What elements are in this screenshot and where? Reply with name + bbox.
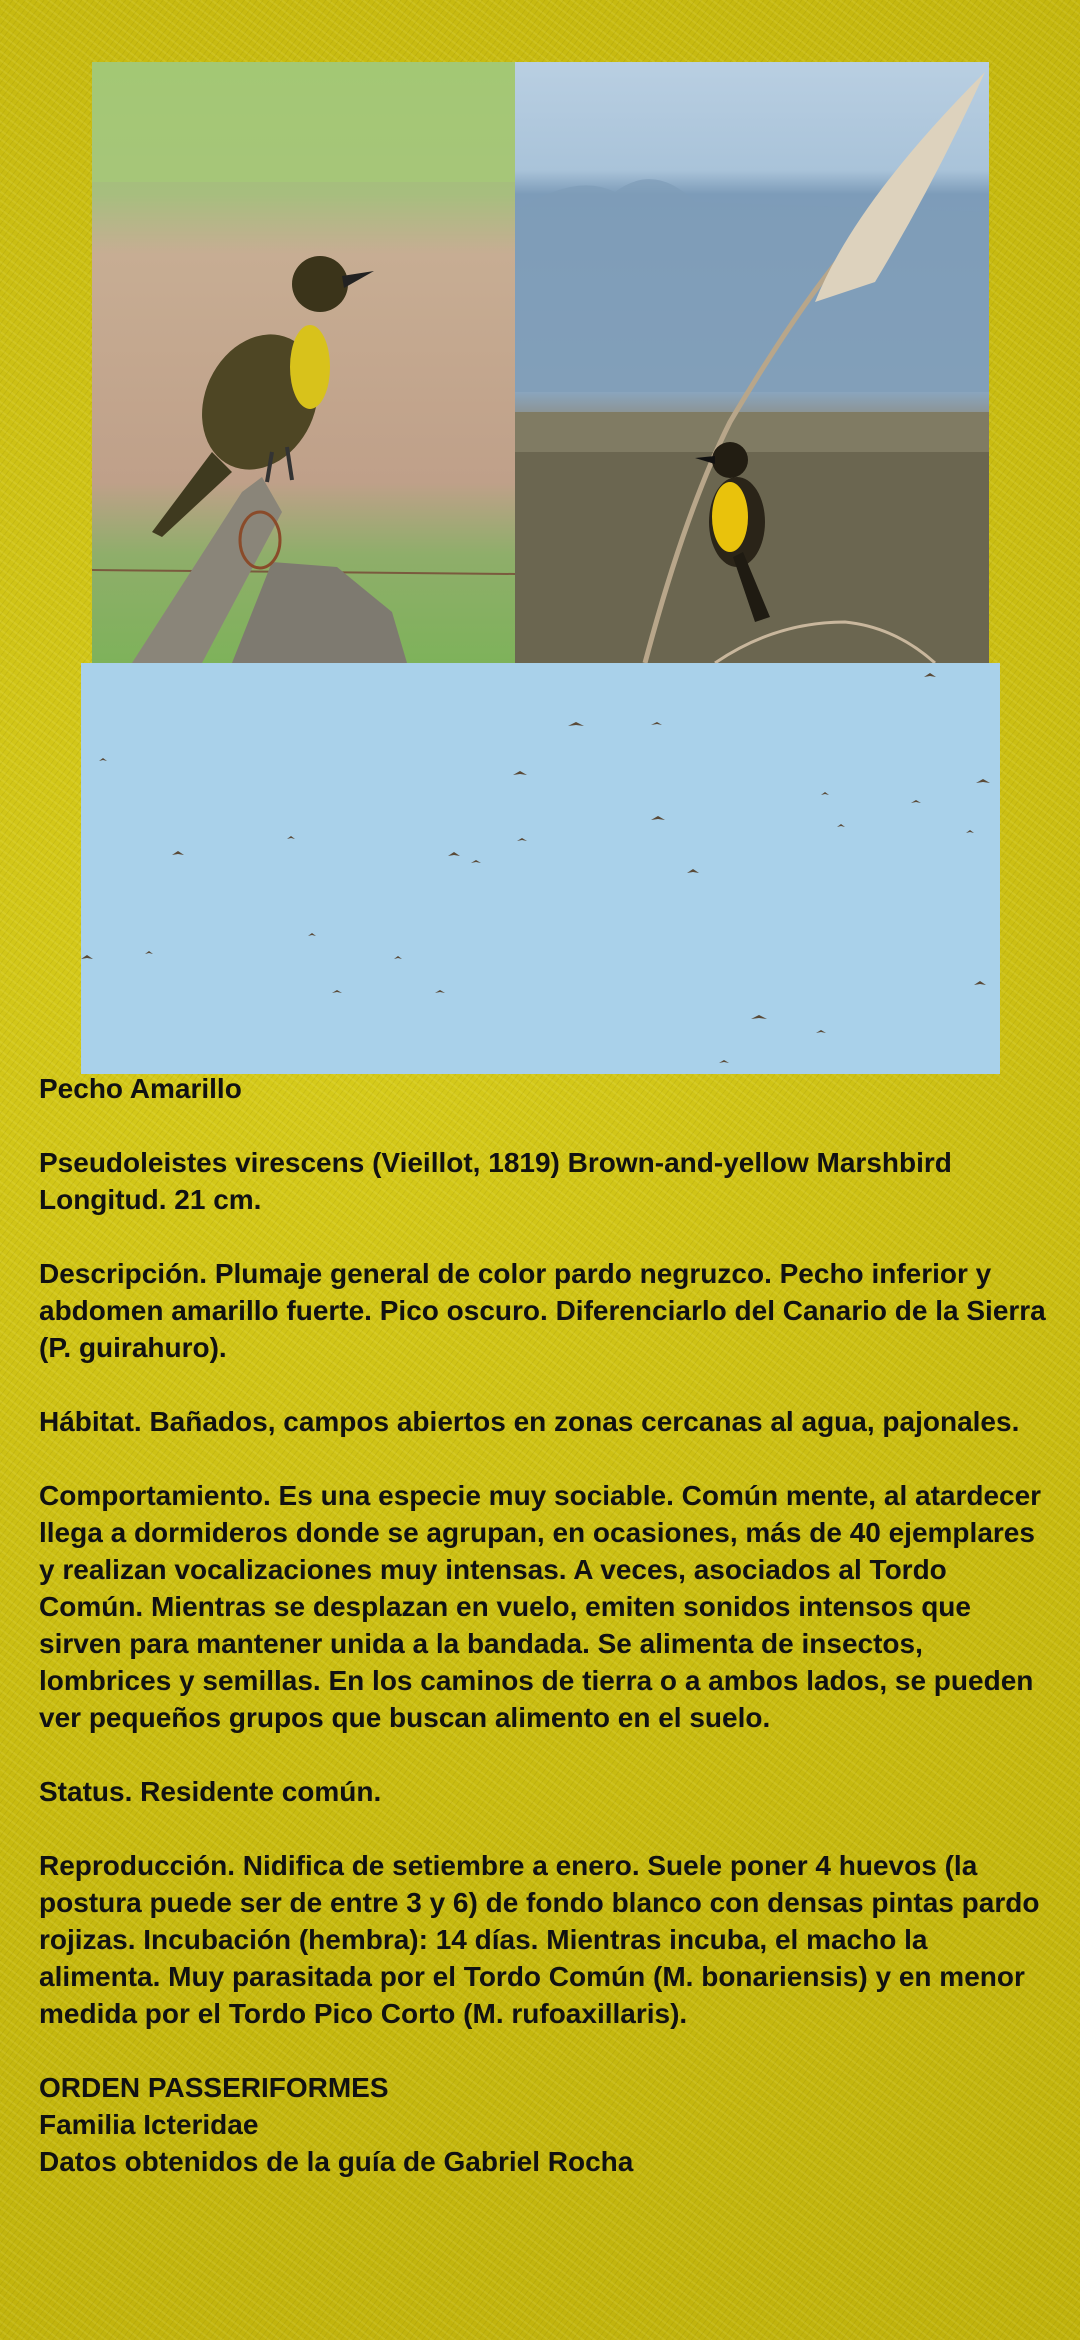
status-paragraph: Status. Residente común. <box>39 1776 382 1807</box>
species-scientific-name: Pseudoleistes virescens (Vieillot, 1819) Brown-and-yellow Marshbird <box>39 1147 952 1178</box>
reproduction-paragraph: Reproducción. Nidifica de setiembre a enero. Suele poner 4 huevos (la postura puede ser de entre 3 y 6) de fondo blanco con densas pintas pardo rojizas. Incubación (hembra): 14 días. Mientras incuba, el macho la alimenta. Muy parasitada por el Tordo Común (M. bonariensis) y en menor medida por el Tordo Pico Corto (M. rufoaxillaris). <box>39 1850 1040 2029</box>
flock-in-flight-photo <box>81 663 1000 1074</box>
description-paragraph: Descripción. Plumaje general de color pardo negruzco. Pecho inferior y abdomen amarillo fuerte. Pico oscuro. Diferenciarlo del Canario de la Sierra (P. guirahuro). <box>39 1258 1046 1363</box>
bird-on-fence-post-photo <box>92 62 515 663</box>
habitat-paragraph: Hábitat. Bañados, campos abiertos en zonas cercanas al agua, pajonales. <box>39 1406 1020 1437</box>
behavior-paragraph: Comportamiento. Es una especie muy sociable. Común mente, al atardecer llega a dormideros donde se agrupan, en ocasiones, más de 40 ejemplares y realizan vocalizaciones muy intensas. A veces, asociados al Tordo Común. Mientras se desplazan en vuelo, emiten sonidos intensos que sirven para mantener unida a la bandada. Se alimenta de insectos, lombrices y semillas. En los caminos de tierra o a ambos lados, se pueden ver pequeños grupos que buscan alimento en el suelo. <box>39 1480 1042 1733</box>
bird-on-reed-photo <box>515 62 989 663</box>
species-length: Longitud. 21 cm. <box>39 1184 262 1215</box>
taxonomy-order: ORDEN PASSERIFORMES <box>39 2072 389 2103</box>
taxonomy-family: Familia Icteridae <box>39 2109 259 2140</box>
data-source: Datos obtenidos de la guía de Gabriel Rocha <box>39 2146 634 2177</box>
species-common-name: Pecho Amarillo <box>39 1073 242 1104</box>
species-description <box>39 1070 1049 2180</box>
